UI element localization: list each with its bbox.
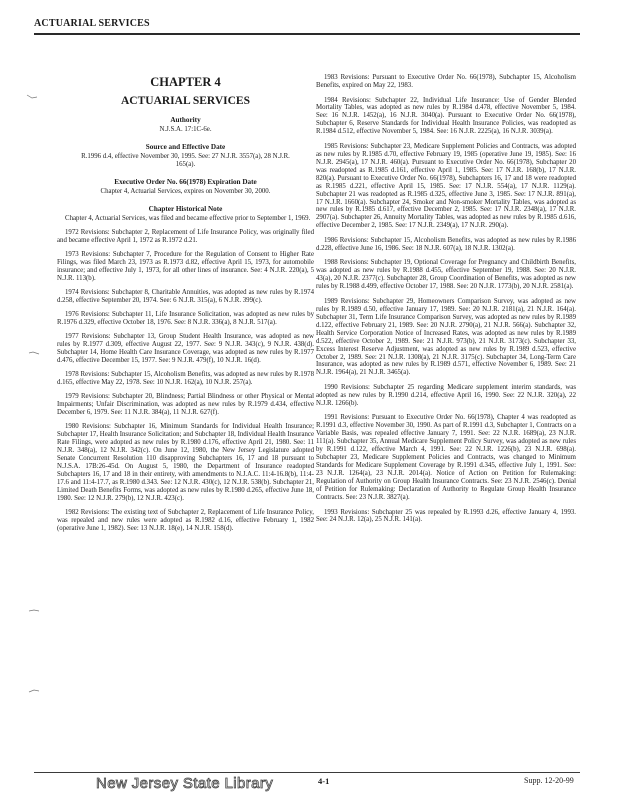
- chapter-title: ACTUARIAL SERVICES: [120, 94, 250, 107]
- expiration-text: Chapter 4, Actuarial Services, expires on November 30, 2000.: [100, 187, 271, 195]
- history-paragraph: 1990 Revisions: Subchapter 25 regarding Medicare supplement interim standards, was adopted as new rules by R.1990 d.214, effective April 16, 1990. See: 22 N.J.R. 320(a), 22 N.J.R. 1266(b).: [316, 383, 576, 407]
- library-watermark: New Jersey State Library: [96, 775, 274, 792]
- right-column: [316, 74, 576, 531]
- history-paragraph: Chapter 4, Actuarial Services, was filed and became effective prior to September 1, 1969.: [65, 214, 311, 222]
- history-paragraph: 1993 Revisions: Subchapter 25 was repealed by R.1993 d.26, effective January 4, 1993. See: 24 N.J.R. 12(a), 25 N.J.R. 141(a).: [316, 508, 576, 524]
- margin-mark: [26, 94, 38, 100]
- left-column: [57, 75, 314, 539]
- history-paragraph: 1988 Revisions: Subchapter 19, Optional Coverage for Pregnancy and Childbirth Benefits, was adopted as new rules by R.1988 d.455, effective September 19, 1988. See: 20 N.J.R. 43(a), 20 N.J.R. 2377(c). Subchapter 28, Group Coordination of Benefits, was adopted as new rules by R.1988 d.499, effective October 17, 1988. See: 20 N.J.R. 1773(b), 20 N.J.R. 2581(a).: [316, 259, 576, 291]
- history-paragraph: 1983 Revisions: Pursuant to Executive Order No. 66(1978), Subchapter 15, Alcoholism Benefits, expired on May 22, 1983.: [316, 74, 576, 89]
- chapter-number: CHAPTER 4: [150, 75, 221, 89]
- margin-mark: [28, 350, 40, 356]
- margin-mark: [28, 608, 40, 614]
- history-paragraph: 1986 Revisions: Subchapter 15, Alcoholism Benefits, was adopted as new rules by R.1986 d.228, effective June 16, 1986. See: 18 N.J.R. 607(a), 18 N.J.R. 1302(a).: [316, 236, 576, 252]
- margin-mark: [28, 688, 40, 694]
- history-paragraph: 1982 Revisions: The existing text of Subchapter 2, Replacement of Life Insurance Policy, was repealed and new rules were adopted as R.1982 d.16, effective February 1, 1982 (operative June 1, 1982). See: 13 N.J.R. 18(e), 14 N.J.R. 158(d).: [57, 508, 314, 532]
- history-paragraph: 1991 Revisions: Pursuant to Executive Order No. 66(1978), Chapter 4 was readopted as R.1991 d.3, effective November 30, 1990. As part of R.1991 d.3, Subchapter 1, Contracts on a Variable Basis, was repealed effective January 7, 1991. See: 22 N.J.R. 1689(a), 23 N.J.R. 111(a). Subchapter 35, Annual Medicare Supplement Policy Survey, was adopted as new rules by R.1991 d.122, effective March 4, 1991. See: 22 N.J.R. 1226(b), 23 N.J.R. 698(a). Subchapter 23, Medicare Supplement Policies and Contracts, was changed to Minimum Standards for Medicare Supplement Coverage by R.1991 d.345, effective July 1, 1991. See: 23 N.J.R. 1264(a), 23 N.J.R. 2014(a). Notice of Action on Petition for Rulemaking: Regulation of Authority on Group Health Insurance Contracts. See: 23 N.J.R. 2546(c). Denial of Petition for Rulemaking: Declaration of Authority to Regulate Group Health Insurance Contracts. See: 23 N.J.R. 3827(a).: [316, 414, 576, 501]
- history-paragraph: 1973 Revisions: Subchapter 7, Procedure for the Regulation of Consent to Higher Rate Filings, was filed March 23, 1973 as R.1973 d.82, effective April 15, 1973, for automobile insurance; and effective July 1, 1973, for all other lines of insurance. See: 4 N.J.R. 220(a), 5 N.J.R. 113(b).: [57, 250, 314, 282]
- authority-heading: Authority: [170, 115, 201, 124]
- expiration-heading: Executive Order No. 66(1978) Expiration Date: [114, 177, 257, 186]
- source-heading: Source and Effective Date: [145, 142, 226, 151]
- history-paragraph: 1984 Revisions: Subchapter 22, Individual Life Insurance: Use of Gender Blended Mortality Tables, was adopted as new rules by R.1984 d.478, effective November 5, 1984. See: 16 N.J.R. 1452(a), 16 N.J.R. 3040(a). Pursuant to Executive Order No. 66(1978), Subchapter 6, Reserve Standards for Individual Health Insurance Policies, was readopted as R.1984 d.512, effective November 5, 1984. See: 16 N.J.R. 2225(a), 16 N.J.R. 3039(a).: [316, 96, 576, 136]
- history-paragraph: 1972 Revisions: Subchapter 2, Replacement of Life Insurance Policy, was originally filed and became effective April 1, 1972 as R.1972 d.21.: [57, 228, 314, 244]
- history-paragraph: 1977 Revisions: Subchapter 13, Group Student Health Insurance, was adopted as new rules by R.1977 d.309, effective August 22, 1977. See: 9 N.J.R. 343(c), 9 N.J.R. 438(d). Subchapter 14, Home Health Care Insurance Coverage, was adopted as new rules by R.1977 d.476, effective December 15, 1977. See: 9 N.J.R. 479(f), 10 N.J.R. 16(d).: [57, 332, 314, 364]
- history-heading: Chapter Historical Note: [148, 204, 223, 213]
- page-number: 4-1: [318, 776, 330, 786]
- history-paragraph: 1974 Revisions: Subchapter 8, Charitable Annuities, was adopted as new rules by R.1974 d.258, effective September 20, 1974. See: 6 N.J.R. 315(a), 6 N.J.R. 399(c).: [57, 288, 314, 304]
- header-rule: [34, 33, 580, 35]
- history-paragraph: 1978 Revisions: Subchapter 15, Alcoholism Benefits, was adopted as new rules by R.1978 d.165, effective May 22, 1978. See: 10 N.J.R. 162(a), 10 N.J.R. 257(a).: [57, 370, 314, 386]
- history-paragraph: 1976 Revisions: Subchapter 11, Life Insurance Solicitation, was adopted as new rules by R.1976 d.329, effective October 18, 1976. See: 8 N.J.R. 336(a), 8 N.J.R. 517(a).: [57, 310, 314, 326]
- authority-text: N.J.S.A. 17:1C-6e.: [159, 125, 212, 133]
- history-paragraph: 1989 Revisions: Subchapter 29, Homeowners Comparison Survey, was adopted as new rules by R.1989 d.50, effective January 17, 1989. See: 20 N.J.R. 2181(a), 21 N.J.R. 164(a). Subchapter 31, Term Life Insurance Comparison Survey, was adopted as new rules by R.1989 d.122, effective February 21, 1989. See: 20 N.J.R. 2790(a), 21 N.J.R. 566(a). Subchapter 32, Health Service Corporation Notice of Increased Rates, was adopted as new rules by R.1989 d.522, effective October 2, 1989. See: 21 N.J.R. 973(b), 21 N.J.R. 3173(c). Subchapter 33, Excess Interest Reserve Adjustment, was adopted as new rules by R.1989 d.523, effective October 2, 1989. See: 21 N.J.R. 1308(a), 21 N.J.R. 3175(c). Subchapter 34, Long-Term Care Insurance, was adopted as new rules by R.1989 d.571, effective November 6, 1989. See: 21 N.J.R. 1964(a), 21 N.J.R. 3465(a).: [316, 297, 576, 377]
- source-text: R.1996 d.4, effective November 30, 1995. See: 27 N.J.R. 3557(a), 28 N.J.R. 165(a).: [81, 152, 290, 168]
- running-head: ACTUARIAL SERVICES: [34, 18, 150, 29]
- history-paragraph: 1980 Revisions: Subchapter 16, Minimum Standards for Individual Health Insurance; Subchapter 17, Health Insurance Solicitation; and Subchapter 18, Individual Health Insurance Rate Filings, were adopted as new rules by R.1980 d.176, effective April 21, 1980. See: 11 N.J.R. 348(a), 12 N.J.R. 342(c). On June 12, 1980, the New Jersey Legislature adopted Senate Concurrent Resolution 110 disapproving Subchapters 16, 17 and 18 pursuant to N.J.S.A. 17B:26-45d. On August 5, 1980, the Department of Insurance readopted Subchapters 16, 17 and 18 in their entirety, with amendments to N.J.A.C. 11:4-16.8(b), 11:4-17.6 and 11:4-17.7, as R.1980 d.343. See: 12 N.J.R. 430(c), 12 N.J.R. 538(b). Subchapter 21, Limited Death Benefits Forms, was adopted as new rules by R.1980 d.265, effective June 18, 1980. See: 12 N.J.R. 279(b), 12 N.J.R. 423(c).: [57, 423, 314, 502]
- footer-rule: [34, 772, 580, 773]
- history-paragraph: 1985 Revisions: Subchapter 23, Medicare Supplement Policies and Contracts, was adopted as new rules by R.1985 d.70, effective February 19, 1985 (operative June 19, 1985). See: 16 N.J.R. 2945(a), 17 N.J.R. 460(a). Pursuant to Executive Order No. 66(1978), Subchapter 20 was readopted as R.1985 d.161, effective April 1, 1985. See: 17 N.J.R. 168(b), 17 N.J.R. 820(a). Pursuant to Executive Order No. 66(1978), Subchapters 16, 17 and 18 were readopted as R.1985 d.221, effective April 15, 1985. See: 17 N.J.R. 554(a), 17 N.J.R. 1129(a). Subchapter 21 was readopted as R.1985 d.325, effective June 3, 1985. See: 17 N.J.R. 891(a), 17 N.J.R. 1660(a). Subchapter 24, Smoker and Non-smoker Mortality Tables, was adopted as new rules by R.1985 d.617, effective December 2, 1985. See: 17 N.J.R. 2348(a), 17 N.J.R. 2907(a). Subchapter 26, Annuity Mortality Tables, was adopted as new rules by R.1985 d.616, effective December 2, 1985. See: 17 N.J.R. 2349(a), 17 N.J.R. 290(a).: [316, 142, 576, 230]
- history-paragraph: 1979 Revisions: Subchapter 20, Blindness; Partial Blindness or other Physical or Mental Impairments; Unfair Discrimination, was adopted as new rules by R.1979 d.434, effective December 6, 1979. See: 11 N.J.R. 384(a), 11 N.J.R. 627(f).: [57, 393, 314, 416]
- supplement-date: Supp. 12-20-99: [524, 776, 574, 785]
